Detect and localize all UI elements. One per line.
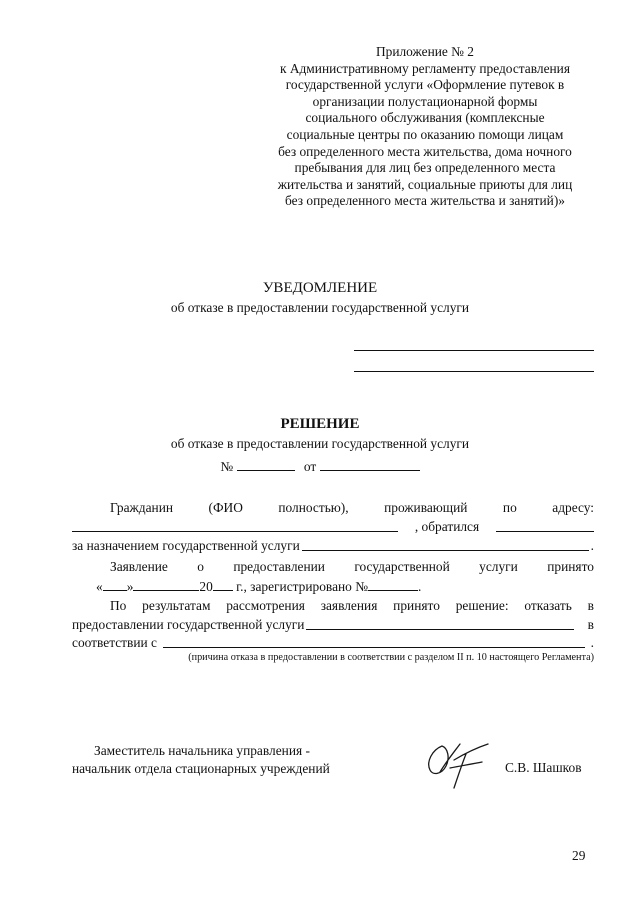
appendix-line: к Административному регламенту предоставления [279, 60, 571, 76]
body-line-1 [110, 500, 594, 516]
body-word: адресу: [552, 500, 594, 515]
applied-date-blank[interactable] [496, 519, 594, 532]
body-word: (ФИО [208, 500, 243, 515]
handwritten-signature [420, 732, 500, 792]
day-blank[interactable] [103, 578, 127, 591]
body-text: . [590, 538, 594, 553]
body-text: 20 [199, 579, 213, 594]
body-word: предоставлении [233, 559, 325, 574]
appendix-line: государственной услуги «Оформление путевок в [285, 77, 565, 93]
body-text: . [418, 579, 422, 594]
body-text: соответствии с [72, 635, 157, 650]
reason-caption: (причина отказа в предоставлении в соответствии с разделом II п. 10 настоящего Регламента) [188, 652, 594, 663]
body-line-7 [72, 617, 594, 633]
body-text: предоставлении государственной услуги [72, 617, 305, 632]
addressee-blank-line[interactable] [354, 350, 594, 351]
decision-subtitle: об отказе в предоставлении государственной услуги [170, 436, 470, 451]
registration-number-blank[interactable] [368, 578, 418, 591]
appendix-line: Приложение № 2 [375, 44, 475, 59]
body-line-2 [72, 519, 594, 535]
number-blank[interactable] [237, 458, 295, 471]
appendix-line: без определенного места жительства, дома ночного [278, 143, 572, 159]
signatory-name: С.В. Шашков [505, 760, 582, 775]
body-line-6: По результатам рассмотрения заявления принято решение: отказать в [110, 598, 594, 613]
body-text: , обратился [414, 519, 480, 534]
appendix-header [250, 44, 600, 210]
body-word: проживающий [384, 500, 468, 515]
notice-subtitle: об отказе в предоставлении государственной услуги [170, 300, 470, 315]
body-word: услуги [479, 559, 518, 574]
body-line-3 [72, 538, 594, 554]
body-text: . [590, 635, 594, 650]
date-label: от [303, 459, 317, 474]
appendix-line: социальные центры по оказанию помощи лицам [286, 126, 564, 142]
service-name-blank[interactable] [306, 617, 573, 630]
page-number: 29 [572, 848, 586, 863]
body-text: в [587, 617, 594, 632]
address-blank[interactable] [72, 519, 398, 532]
reason-blank[interactable] [163, 635, 585, 648]
body-text: за назначением государственной услуги [72, 538, 300, 553]
position-line: Заместитель начальника управления - [94, 743, 310, 758]
body-text: » [126, 579, 134, 594]
body-word: государственной [354, 559, 450, 574]
year-blank[interactable] [213, 578, 233, 591]
date-blank[interactable] [320, 458, 420, 471]
position-line: начальник отдела стационарных учреждений [72, 761, 330, 776]
body-word: о [197, 559, 204, 574]
body-line-4 [110, 559, 594, 575]
notice-title: УВЕДОМЛЕНИЕ [262, 280, 378, 296]
signatory-position [72, 742, 330, 778]
number-label: № [220, 459, 234, 474]
body-word: по [502, 500, 517, 515]
appendix-line: без определенного места жительства и занятий)» [285, 193, 565, 209]
service-blank[interactable] [302, 538, 589, 551]
addressee-blank-line[interactable] [354, 371, 594, 372]
appendix-line: пребывания для лиц без определенного места [294, 160, 556, 176]
body-text: г., зарегистрировано № [236, 579, 368, 594]
appendix-line: социального обслуживания (комплексные [305, 110, 545, 126]
body-word: принято [547, 559, 594, 574]
month-blank[interactable] [133, 578, 199, 591]
decision-title: РЕШЕНИЕ [280, 416, 360, 432]
body-word: Гражданин [110, 500, 174, 515]
appendix-line: организации полустационарной формы [312, 93, 538, 109]
appendix-line: жительства и занятий, социальные приюты для лиц [277, 176, 573, 192]
decision-number-line [0, 458, 640, 475]
body-word: Заявление [110, 559, 168, 574]
body-line-8 [72, 635, 594, 651]
body-line-5 [96, 578, 596, 595]
body-text: « [96, 579, 103, 594]
body-word: полностью), [278, 500, 349, 515]
